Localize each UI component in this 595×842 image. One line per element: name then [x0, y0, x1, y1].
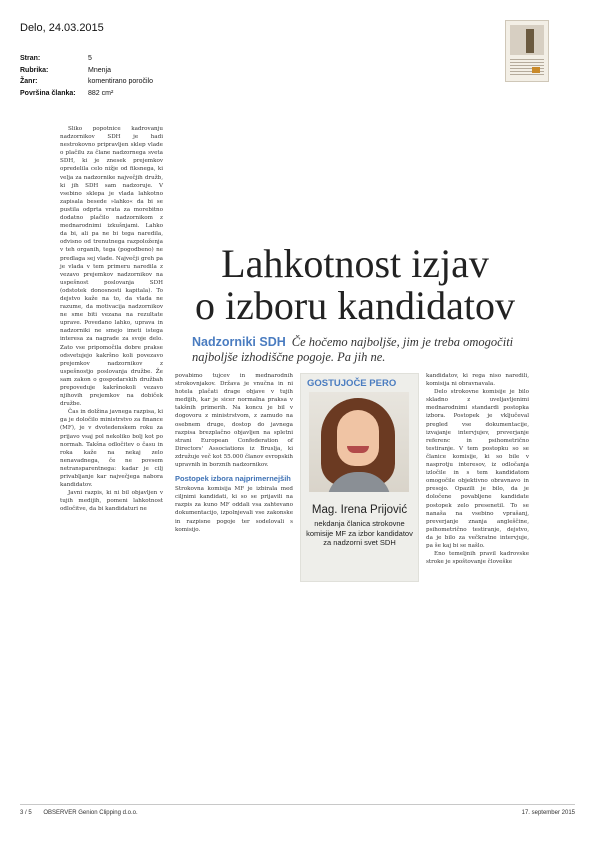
article-column-3 — [426, 372, 529, 566]
article-column-2 — [175, 372, 293, 534]
meta-key: Površina članka: — [20, 89, 76, 97]
meta-key: Rubrika: — [20, 66, 49, 74]
footer-agency: OBSERVER Genion Clipping d.o.o. — [43, 810, 138, 816]
author-description: nekdanja članica strokovne komisije MF za izbor kandidatov za nadzorni svet SDH — [306, 519, 413, 547]
footer-page-number: 3 / 5 — [20, 810, 32, 816]
meta-row-genre — [20, 76, 153, 88]
meta-key: Stran: — [20, 55, 41, 62]
footer-divider — [20, 804, 575, 805]
meta-value: 5 — [88, 55, 92, 62]
paragraph: Eno temeljnih pravil kadrovske stroke je spoštovanje človeške — [426, 551, 529, 566]
headline-line-2: o izboru kandidatov — [195, 283, 515, 328]
guest-author-box — [300, 373, 419, 582]
paragraph: Delo strokovne komisije je bilo skladno z uveljavljenimi mednarodnimi standardi postopka izbora. Postopek je vključeval pregled vse dokumentacije, izvajanje intervjujev, preverjanje referenc in psihometrično testiranje. V tem postopku so se članice komisije, ki so bile v nasprotju interesov, iz odločanja izločile in s tem kandidatom omogočile objektivno obravnavo in presojo. Opazili je bilo, da je določene povabljene kandidate postopek zelo presenetil. To se nanaša na vsebino vprašanj, preverjanje znanja angleščine, psihometrično testiranje, dejstvo, da je bilo za večkratne intervjuje, pa še kaj bi se našlo. — [426, 389, 529, 549]
author-caption — [305, 504, 414, 548]
article — [60, 125, 530, 605]
thumbnail-figure — [526, 29, 534, 53]
source-date: Delo, 24.03.2015 — [20, 22, 104, 34]
page-thumbnail — [505, 20, 549, 82]
meta-row-area — [20, 88, 153, 100]
author-photo — [309, 392, 409, 492]
meta-key: Žanr: — [20, 78, 38, 85]
photo-face — [337, 410, 379, 466]
paragraph: Javni razpis, ki ni bil objavljen v tujih medijih, pomeni lahkotnost odločitve, da bi kandidaturi ne — [60, 490, 163, 513]
paragraph: Čas in dolžina javnega razpisa, ki ga je določilo ministrstvo za finance (MF), je v dvotedenskem roku za prijavo vsaj pol nekoliko bolj kot po normah. Takšna odločitev o času in roka kaže na nekaj zelo nenavadnega, če ne povsem netransparentnega: kadar je cilj privabljanje kar največjega nabora kandidatov. — [60, 409, 163, 489]
photo-smile — [347, 446, 369, 453]
paragraph: povabimo tujcev in mednarodnih strokovnjakov. Država je vnučna in ni hotela plačati drage objave v tujih medijih, kar je sicer normalna praksa v takšnih primerih. Na koncu je bil v dogovoru z ministrstvom, z zamudo na osebnem druge, dostop do javnega razpisa brezplačno objavljen na spletni strani European Confederation of Directors' Associations iz Bruslja, ki združuje več kot 55.000 članov evropskih upravnih in borznih nadzornikov. — [175, 373, 293, 469]
article-column-1 — [60, 125, 163, 514]
page-footer — [20, 810, 575, 816]
subhead-brand: Nadzorniki SDH — [192, 335, 286, 349]
article-headline — [190, 243, 520, 327]
meta-row-section — [20, 65, 153, 77]
headline-line-1: Lahkotnost izjav — [221, 241, 489, 286]
section-heading: Postopek izbora najprimernejših — [175, 474, 291, 484]
footer-left — [20, 810, 148, 816]
meta-value: 882 cm² — [88, 89, 114, 97]
paragraph: Strokovna komisija MF je izbirala med ciljnimi kandidati, ki so se prijavili na razpis za kuno MF oddali vsa zahtevano dokumentacijo, izpolnjevali vse zakonske in razpisne pogoje ter sodelovali s komisijo. — [175, 486, 293, 533]
paragraph: Sliko popotnice kadrovanju nadzornikov SDH je hadi nestrokovno pripravljen sklep vlade o plačilu za člane nadzornega sveta SDH, ki je znesek prejemkov opredelila celo nižje od fiksnega, ki velja za nadzornike največjih družb, ki jih SDH sam nadzoruje. V vsebino sklepa je vlada lahkotno zapisala besede »lahko« da bi se pustila odprta vrata za morebitno dodatno plačilo nadzornikom z mednarodnimi izkušnjami. Lahko da bi, ali pa ne bi tega naredila, odvisno od trenutnega razpoloženja v teh organih, tega (pogodbeno) ne predlaga sej vlade. Največji greh pa je vlada v tem primeru naredila z vezavo prejemkov nadzornikov na uspešnost poslovanja SDH (odstotek donosnosti kapitala). To dejstvo kaže na to, da vlada ne razume, da motivacija nadzornikov ne sme biti vezana na rezultate uprave. Povedano lahko, uprava in nadzorniki ne smejo imeti istega interesa za nagrade za svoje delo. Zato vse pripomočila dobre prakse odsvetujejo kakršno koli povezavo prejemkov nadzornikov z uspešnostjo poslovanja družbe. Že sam zakon o gospodarskih družbah prepoveduje kakršnokoli vezavo njihovih prejemkov na dobiček družbe. — [60, 126, 163, 408]
meta-row-page — [20, 53, 153, 65]
author-name: Mag. Irena Prijović — [311, 504, 408, 516]
meta-value: komentirano poročilo — [88, 78, 153, 85]
article-subhead — [192, 335, 532, 365]
guest-label: GOSTUJOČE PERO — [307, 378, 397, 389]
footer-date: 17. september 2015 — [521, 810, 575, 816]
thumbnail-tag — [532, 67, 540, 73]
subhead-text: Če hočemo najboljše, jim je treba omogočiti najboljše izhodiščne pogoje. Pa jih ne. — [192, 335, 514, 364]
meta-value: Mnenja — [88, 66, 111, 74]
paragraph: kandidatov, ki rega niso naredili, komisija ni obravnavala. — [426, 373, 529, 388]
article-meta — [20, 53, 153, 99]
